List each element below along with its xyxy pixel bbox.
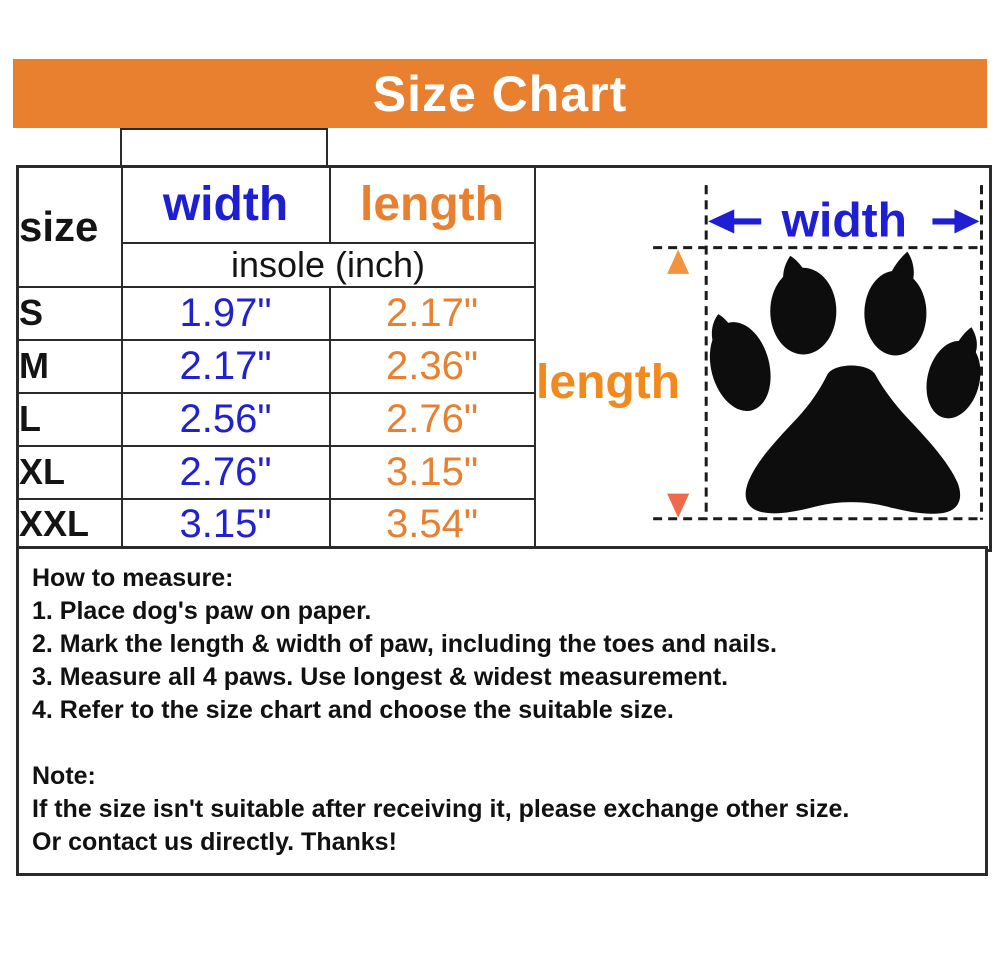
width-value: 2.17"	[122, 340, 330, 393]
size-label: S	[18, 287, 122, 340]
paw-measurement-diagram	[535, 167, 991, 551]
paw-print-icon	[700, 252, 988, 514]
column-header-length: length	[330, 167, 535, 243]
blank-line	[32, 727, 975, 760]
diagram-width-label: width	[781, 193, 907, 248]
length-value: 2.36"	[330, 340, 535, 393]
length-value: 3.15"	[330, 446, 535, 499]
measure-step-2: 2. Mark the length & width of paw, including the toes and nails.	[32, 630, 777, 658]
note-line-1: If the size isn't suitable after receiving it, please exchange other size.	[32, 795, 850, 823]
column-header-size: size	[18, 167, 122, 287]
measure-step-4: 4. Refer to the size chart and choose the suitable size.	[32, 696, 674, 724]
how-to-measure-title: How to measure:	[32, 564, 234, 592]
size-chart-table	[16, 165, 992, 552]
length-value: 2.76"	[330, 393, 535, 446]
note-title: Note:	[32, 762, 96, 790]
empty-cell-box	[120, 128, 328, 167]
length-value: 2.17"	[330, 287, 535, 340]
width-value: 2.56"	[122, 393, 330, 446]
paw-diagram-graphic	[536, 168, 990, 549]
instructions-box	[16, 546, 988, 876]
width-value: 3.15"	[122, 499, 330, 551]
size-label: XXL	[18, 499, 122, 551]
page-title-banner	[13, 59, 987, 128]
length-value: 3.54"	[330, 499, 535, 551]
column-header-width: width	[122, 167, 330, 243]
page-title: Size Chart	[372, 65, 628, 122]
width-value: 2.76"	[122, 446, 330, 499]
size-label: L	[18, 393, 122, 446]
measure-step-3: 3. Measure all 4 paws. Use longest & widest measurement.	[32, 663, 729, 691]
size-label: XL	[18, 446, 122, 499]
size-label: M	[18, 340, 122, 393]
measure-step-1: 1. Place dog's paw on paper.	[32, 597, 372, 625]
units-subheader: insole (inch)	[122, 243, 535, 287]
diagram-length-label: length	[535, 354, 680, 409]
width-value: 1.97"	[122, 287, 330, 340]
header-row	[18, 167, 991, 243]
note-line-2: Or contact us directly. Thanks!	[32, 828, 397, 856]
